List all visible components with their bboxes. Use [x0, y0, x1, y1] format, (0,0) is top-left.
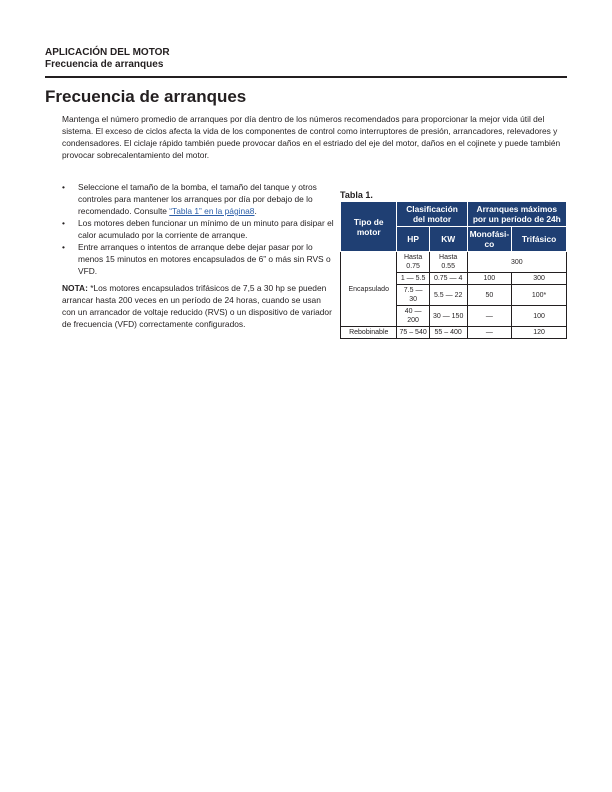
header-mono: Monofási-co [467, 227, 512, 252]
cell-kw: Hasta 0.55 [429, 252, 467, 273]
list-item [62, 181, 334, 217]
cell-combined: 300 [467, 252, 566, 273]
bullet-icon: • [62, 242, 65, 252]
page-title: Frecuencia de arranques [45, 87, 247, 106]
cell-tri: 100* [512, 285, 567, 306]
bullet-text: Seleccione el tamaño de la bomba, el tamaño del tanque y otros controles para mantener los arranques por día por debajo de lo recomendado. Consulte [78, 182, 317, 216]
header-tipo: Tipo de motor [341, 202, 397, 252]
bullet-icon: • [62, 218, 65, 228]
intro-paragraph: Mantenga el número promedio de arranques por día dentro de los números recomendados para proporcionar la mejor vida útil del sistema. El exceso de ciclos afecta la vida de los componentes de control como interruptores de presión, arrancadores, relevadores y condensadores. El ciclaje rápido también puede provocar daños en el estriado del eje del motor, daños en el cojinete y puede también provocar sobrecalentamiento del motor. [62, 114, 561, 160]
bullet-text-end: . [254, 206, 257, 216]
list-item [62, 241, 334, 277]
list-item [62, 217, 334, 241]
starts-table [340, 202, 567, 339]
header-rule [45, 76, 567, 78]
note-text: *Los motores encapsulados trifásicos de 7,5 a 30 hp se pueden arrancar hasta 200 veces en un período de 24 horas, cuando se usan con un arrancador de voltaje reducido (RVS) o un dispositivo de variador de frecuencia (VFD) correctamente configurados. [62, 283, 332, 329]
note-label: NOTA: [62, 283, 88, 293]
cell-hp: Hasta 0.75 [397, 252, 429, 273]
cell-rebobinable: Rebobinable [341, 327, 397, 339]
cell-mono: — [467, 327, 512, 339]
cell-mono: 100 [467, 273, 512, 285]
page-header [45, 47, 170, 71]
cell-kw: 0.75 — 4 [429, 273, 467, 285]
cell-tri: 120 [512, 327, 567, 339]
cell-encapsulado: Encapsulado [341, 252, 397, 327]
note-paragraph [62, 282, 332, 330]
header-arranques: Arranques máximos por un período de 24h [467, 202, 566, 227]
cell-hp: 75 – 540 [397, 327, 429, 339]
bullet-icon: • [62, 182, 65, 192]
cell-hp: 1 — 5.5 [397, 273, 429, 285]
table-row [341, 252, 567, 273]
section-heading: APLICACIÓN DEL MOTOR [45, 47, 170, 58]
cell-tri: 100 [512, 306, 567, 327]
bullet-list [62, 181, 334, 277]
cell-hp: 40 — 200 [397, 306, 429, 327]
bullet-text: Los motores deben funcionar un mínimo de un minuto para disipar el calor acumulado por la corriente de arranque. [78, 218, 334, 240]
table-caption: Tabla 1. [340, 190, 373, 200]
table-link[interactable]: “Tabla 1” en la página8 [169, 206, 255, 216]
cell-mono: 50 [467, 285, 512, 306]
subsection-heading: Frecuencia de arranques [45, 59, 164, 70]
table-row [341, 327, 567, 339]
header-kw: KW [429, 227, 467, 252]
cell-tri: 300 [512, 273, 567, 285]
header-clasificacion: Clasificación del motor [397, 202, 467, 227]
cell-kw: 5.5 — 22 [429, 285, 467, 306]
header-hp: HP [397, 227, 429, 252]
header-tri: Trifásico [512, 227, 567, 252]
cell-hp: 7.5 — 30 [397, 285, 429, 306]
cell-kw: 30 — 150 [429, 306, 467, 327]
cell-mono: — [467, 306, 512, 327]
bullet-text: Entre arranques o intentos de arranque debe dejar pasar por lo menos 15 minutos en motores encapsulados de 6” o más sin RVS o VFD. [78, 242, 331, 276]
cell-kw: 55 – 400 [429, 327, 467, 339]
